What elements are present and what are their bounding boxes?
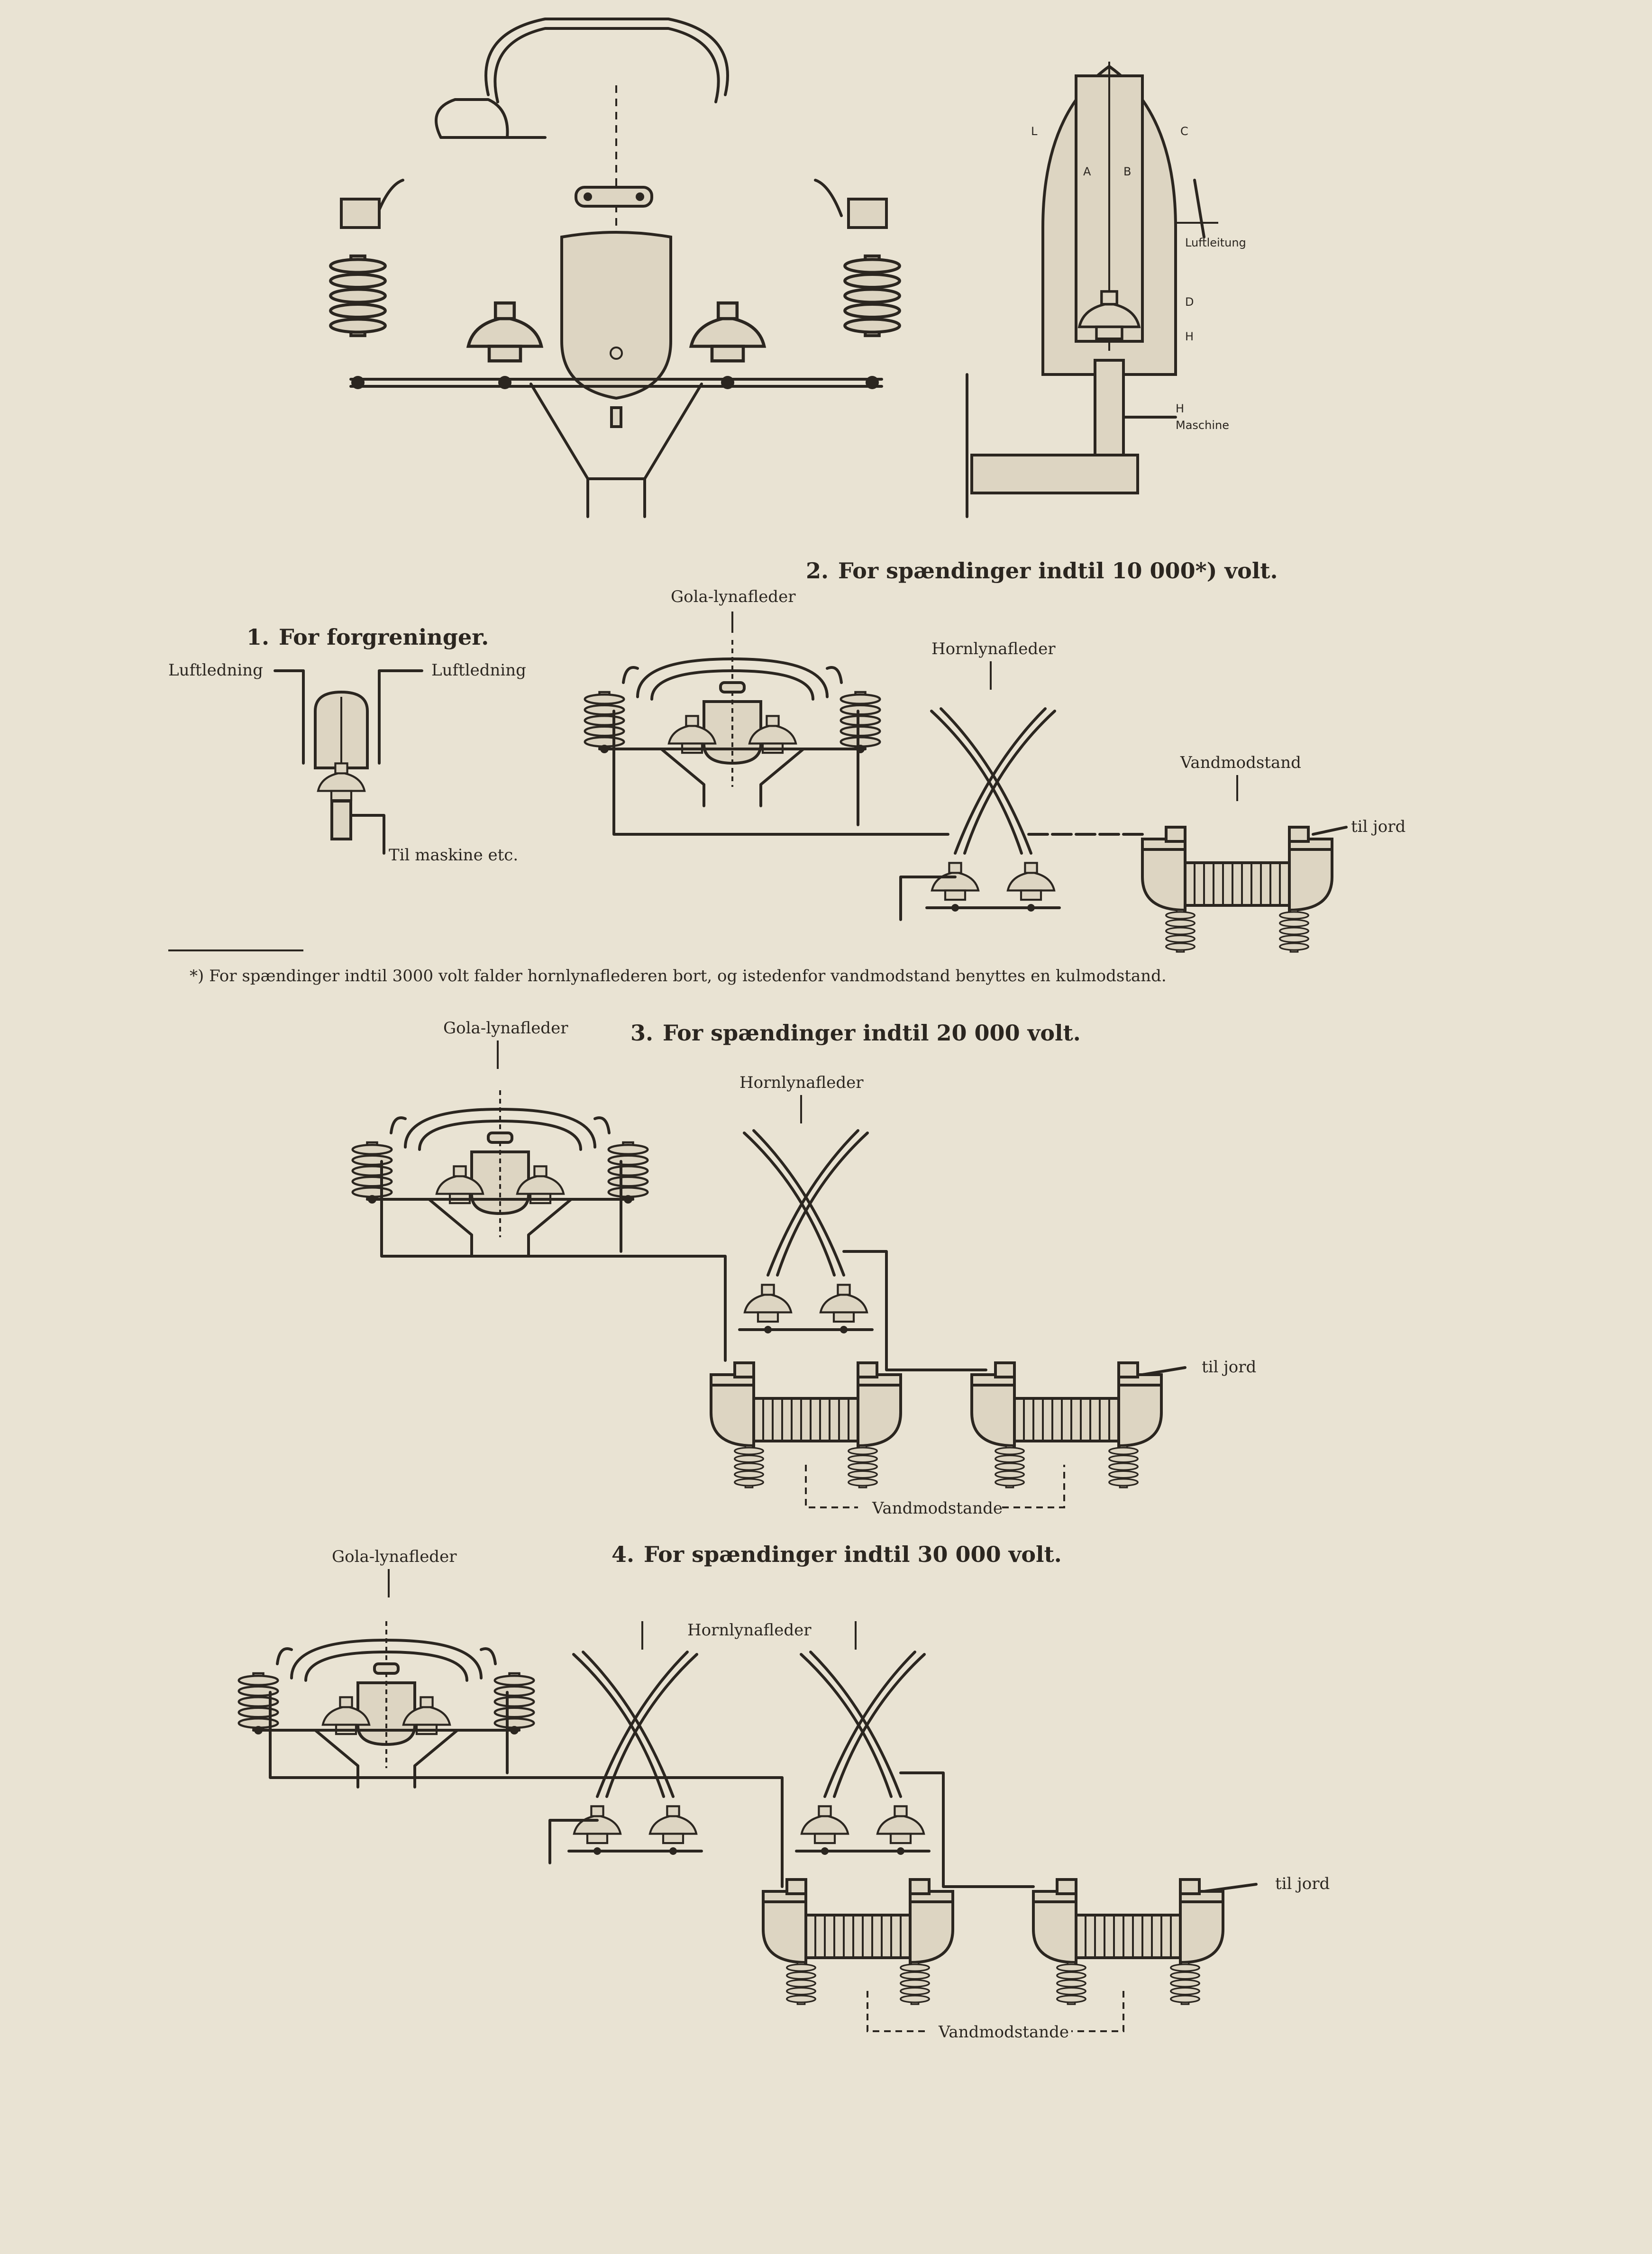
- figure-1: [168, 624, 526, 865]
- fig2-horn-label: Hornlynafleder: [931, 639, 1056, 658]
- fig3-caption: 3. For spændinger indtil 20 000 volt.: [630, 1020, 1081, 1046]
- figure-2: [585, 587, 1406, 952]
- footnote-text: *) For spændinger indtil 3000 volt falder hornlynaflederen bort, og istedenfor vandmodstand benyttes en kulmodstand.: [190, 967, 1167, 986]
- figure-4: [239, 1542, 1330, 2042]
- gola-arrester-detail: [330, 19, 900, 517]
- fig2-gola-label: Gola-lynafleder: [671, 587, 796, 606]
- fig4-resistance-label: Vandmodstande: [939, 2023, 1069, 2042]
- detail-label-h: H: [1185, 330, 1194, 343]
- fig4-horn-label: Hornlynafleder: [687, 1621, 812, 1640]
- fig2-resistance-label: Vandmodstand: [1180, 753, 1301, 772]
- fig3-resistance-label: Vandmodstande: [872, 1499, 1003, 1518]
- fig4-earth-label: til jord: [1275, 1874, 1330, 1893]
- fig3-gola-label: Gola-lynafleder: [443, 1019, 568, 1038]
- fig4-gola-label: Gola-lynafleder: [332, 1547, 457, 1566]
- detail-label-h2: H: [1176, 402, 1185, 415]
- luftleitung-label: Luftleitung: [1185, 236, 1246, 249]
- fig4-caption: 4. For spændinger indtil 30 000 volt.: [612, 1542, 1062, 1567]
- arrester-section-detail: [967, 62, 1246, 517]
- detail-label-c: C: [1180, 125, 1188, 138]
- figure-3: [353, 1019, 1257, 1518]
- fig1-right-label: Luftledning: [431, 661, 526, 680]
- detail-label-b: B: [1123, 165, 1132, 178]
- fig3-earth-label: til jord: [1202, 1358, 1257, 1377]
- fig1-left-label: Luftledning: [168, 661, 263, 680]
- detail-label-d: D: [1185, 295, 1194, 309]
- fig2-earth-label: til jord: [1351, 817, 1406, 836]
- maschine-label: Maschine: [1176, 419, 1229, 432]
- fig3-horn-label: Hornlynafleder: [739, 1073, 864, 1092]
- fig2-caption: 2. For spændinger indtil 10 000*) volt.: [806, 558, 1278, 584]
- detail-label-a: A: [1083, 165, 1091, 178]
- detail-label-l: L: [1031, 125, 1038, 138]
- fig1-caption: 1. For forgreninger.: [246, 624, 489, 650]
- fig1-bottom-label: Til maskine etc.: [389, 846, 519, 865]
